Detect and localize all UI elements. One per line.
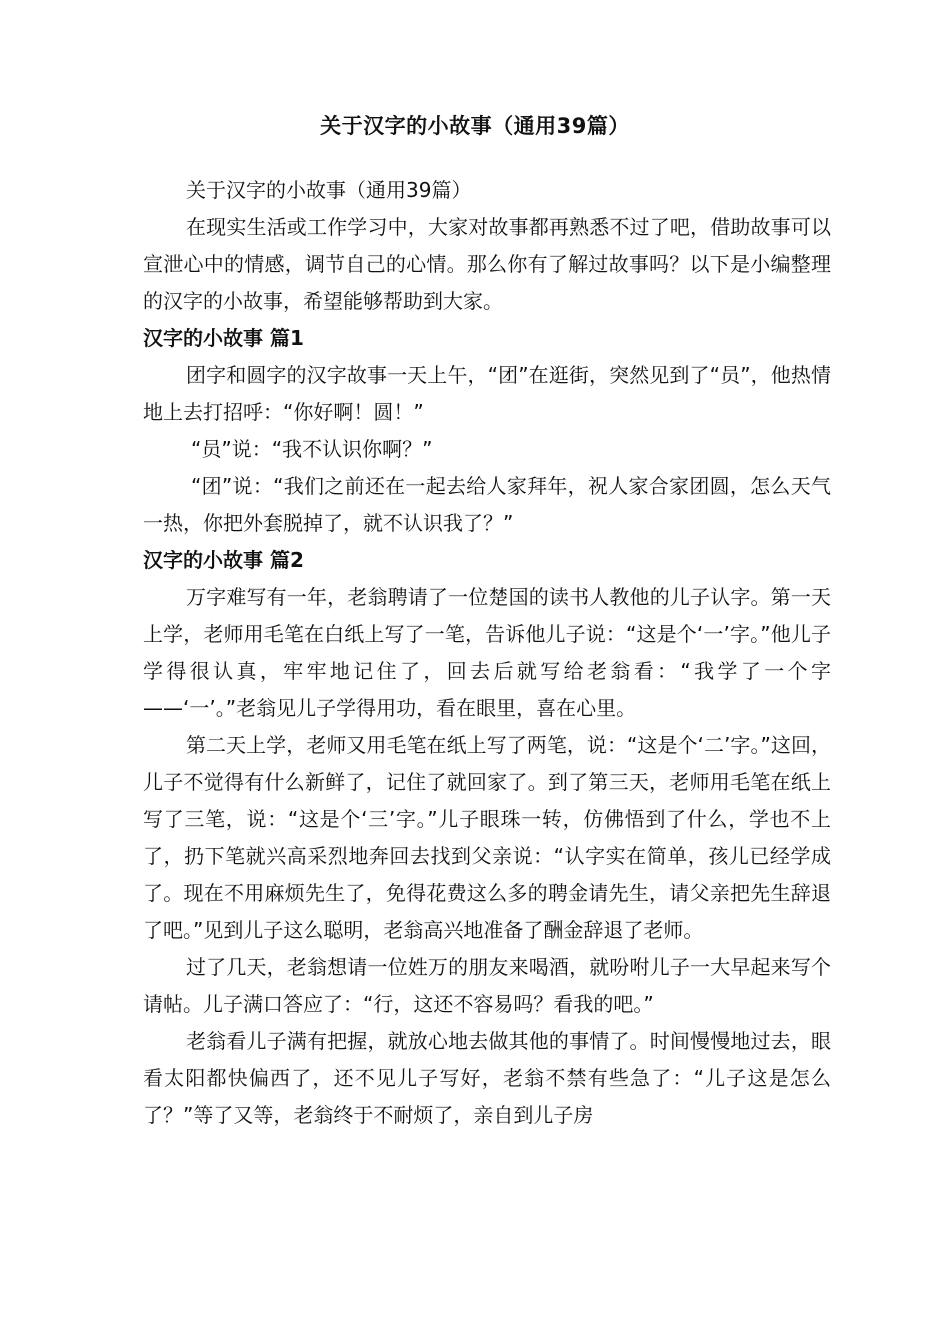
intro-paragraph: 在现实生活或工作学习中，大家对故事都再熟悉不过了吧，借助故事可以宣泄心中的情感，调节自己的心情。那么你有了解过故事吗？以下是小编整理的汉字的小故事，希望能够帮助到大家。: [143, 215, 831, 313]
document-body: [143, 172, 831, 1134]
section-paragraph: 过了几天，老翁想请一位姓万的朋友来喝酒，就吩咐儿子一大早起来写个请帖。儿子满口答应了：“行，这还不容易吗？看我的吧。”: [143, 955, 831, 1016]
section-1: [143, 320, 831, 542]
section-paragraph: 团字和圆字的汉字故事一天上午，“团”在逛街，突然见到了“员”，他热情地上去打招呼：“你好啊！圆！”: [143, 363, 831, 424]
section-paragraph: 老翁看儿子满有把握，就放心地去做其他的事情了。时间慢慢地过去，眼看太阳都快偏西了，还不见儿子写好，老翁不禁有些急了：“儿子这是怎么了？”等了又等，老翁终于不耐烦了，亲自到儿子房: [143, 1029, 831, 1127]
document-title: 关于汉字的小故事（通用39篇）: [320, 114, 630, 138]
section-paragraph: 万字难写有一年，老翁聘请了一位楚国的读书人教他的儿子认字。第一天上学，老师用毛笔在白纸上写了一笔，告诉他儿子说：“这是个‘一’字。”他儿子学得很认真，牢牢地记住了，回去后就写给老翁看：“我学了一个字——‘一’。”老翁见儿子学得用功，看在眼里，喜在心里。: [143, 585, 831, 720]
section-paragraph: 第二天上学，老师又用毛笔在纸上写了两笔，说：“这是个‘二’字。”这回，儿子不觉得有什么新鲜了，记住了就回家了。到了第三天，老师用毛笔在纸上写了三笔，说：“这是个‘三’字。”儿子眼珠一转，仿佛悟到了什么，学也不上了，扔下笔就兴高采烈地奔回去找到父亲说：“认字实在简单，孩儿已经学成了。现在不用麻烦先生了，免得花费这么多的聘金请先生，请父亲把先生辞退了吧。”见到儿子这么聪明，老翁高兴地准备了酬金辞退了老师。: [143, 733, 831, 942]
section-heading: 汉字的小故事 篇2: [143, 548, 304, 572]
section-heading: 汉字的小故事 篇1: [143, 326, 304, 350]
section-paragraph: “团”说：“我们之前还在一起去给人家拜年，祝人家合家团圆，怎么天气一热，你把外套脱掉了，就不认识我了？”: [143, 474, 831, 535]
section-2: [143, 542, 831, 1134]
section-paragraph: “员”说：“我不认识你啊？”: [191, 437, 433, 461]
intro-title-paragraph: 关于汉字的小故事（通用39篇）: [186, 178, 472, 202]
